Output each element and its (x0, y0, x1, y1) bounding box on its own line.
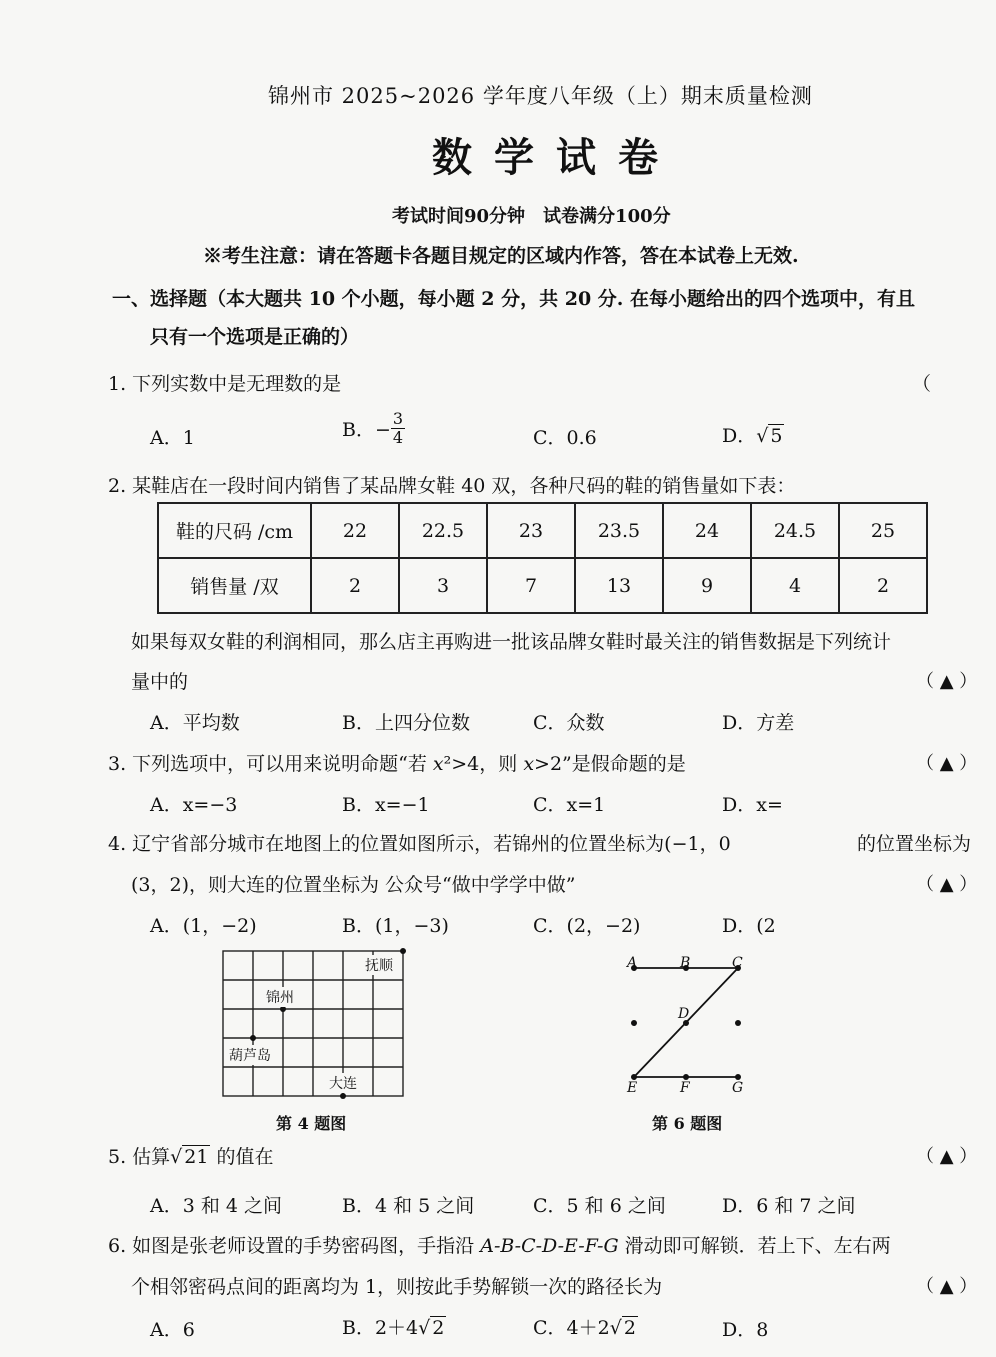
q6-option-c (533, 1313, 638, 1340)
exam-info: 考试时间90分钟 试卷满分100分 (392, 206, 671, 227)
q1-option-d-prefix: D． (722, 425, 757, 447)
question-6-stem-cont: 个相邻密码点间的距离均为 1，则按此手势解锁一次的路径长为 (131, 1276, 663, 1298)
q5-stem-part: 的值在 (210, 1146, 274, 1168)
figure-4-caption: 第 4 题图 (276, 1114, 347, 1133)
question-3-stem (108, 749, 686, 776)
map-label-jinzhou: 锦州 (265, 987, 295, 1007)
city-dot-dalian (340, 1093, 346, 1099)
question-4-stem-cont: (3，2)，则大连的位置坐标为 公众号“做中学学中做” (131, 874, 576, 896)
table-cell: 25 (839, 503, 927, 558)
q6-option-c-radicand: 2 (623, 1317, 636, 1339)
q6-stem-part: 滑动即可解锁．若上下、左右两 (618, 1235, 891, 1257)
q1-option-a: A．1 (150, 427, 195, 449)
map-label-fushun: 抚顺 (364, 955, 394, 975)
point-label-b: B (680, 955, 691, 971)
section-heading-cont: 只有一个选项是正确的） (150, 326, 360, 348)
q5-stem-part: 5. 估算 (108, 1146, 171, 1168)
q6-option-b (342, 1313, 446, 1340)
q5-option-b: B．4 和 5 之间 (342, 1195, 475, 1217)
point-label-f: F (680, 1080, 690, 1096)
table-header-size: 鞋的尺码 /cm (158, 503, 311, 558)
table-cell: 9 (663, 558, 751, 613)
q5-radicand: 21 (184, 1146, 209, 1168)
question-5-stem (108, 1142, 274, 1169)
question-1-stem: 1. 下列实数中是无理数的是 (108, 373, 342, 395)
q2-option-d: D．方差 (722, 712, 795, 734)
sqrt-icon: √ (170, 1146, 183, 1168)
section-heading: 一、选择题（本大题共 10 个小题，每小题 2 分，共 20 分. 在每小题给出的四个选项中，有且 (112, 288, 916, 310)
table-cell: 2 (311, 558, 399, 613)
city-dot-huludao (250, 1035, 256, 1041)
q3-stem-part: >2”是假命题的是 (534, 753, 686, 775)
table-cell: 7 (487, 558, 575, 613)
q6-option-b-prefix: B．2＋4 (342, 1317, 419, 1339)
table-cell: 23 (487, 503, 575, 558)
q1-option-d (722, 421, 784, 448)
page-title: 数学试卷 (432, 134, 680, 181)
q5-option-d: D．6 和 7 之间 (722, 1195, 856, 1217)
q1-option-b-prefix: B．− (342, 419, 391, 441)
table-cell: 3 (399, 558, 487, 613)
answer-blank: （ ▲ ） (916, 1146, 978, 1167)
q6-option-c-prefix: C．4＋2 (533, 1317, 610, 1339)
table-cell: 24.5 (751, 503, 839, 558)
q4-option-c: C．(2，−2) (533, 915, 641, 937)
q3-option-b: B．x=−1 (342, 794, 430, 816)
shoe-sales-table (157, 502, 928, 614)
point-label-c: C (732, 955, 743, 971)
point-label-g: G (732, 1080, 744, 1096)
q3-option-d: D．x= (722, 794, 783, 816)
table-cell: 24 (663, 503, 751, 558)
q4-option-a: A．(1，−2) (150, 915, 257, 937)
q6-option-b-radicand: 2 (432, 1317, 445, 1339)
question-4-stem: 4. 辽宁省部分城市在地图上的位置如图所示，若锦州的位置坐标为(−1，0 (108, 833, 731, 855)
table-row (158, 558, 927, 613)
exam-subtitle: 锦州市 2025~2026 学年度八年级（上）期末质量检测 (268, 84, 813, 108)
variable-x: x (432, 753, 444, 775)
answer-blank: （ ▲ ） (916, 671, 978, 692)
q3-option-c: C．x=1 (533, 794, 606, 816)
question-2-stem: 2. 某鞋店在一段时间内销售了某品牌女鞋 40 双，各种尺码的鞋的销售量如下表： (108, 475, 796, 497)
answer-blank: （ ▲ ） (916, 1276, 978, 1297)
exam-notice: ※考生注意：请在答题卡各题目规定的区域内作答，答在本试卷上无效. (203, 245, 799, 267)
map-label-dalian: 大连 (328, 1073, 358, 1093)
question-4-stem-end: 的位置坐标为 (857, 833, 972, 855)
question-6-stem (108, 1231, 891, 1258)
q1-option-b (342, 410, 405, 447)
fraction-denominator: 4 (392, 428, 404, 447)
question-2-followup-cont: 量中的 (131, 671, 189, 693)
table-cell: 22 (311, 503, 399, 558)
table-row (158, 503, 927, 558)
map-label-huludao: 葫芦岛 (228, 1045, 272, 1065)
sqrt-icon: √ (418, 1317, 431, 1339)
figure-6-caption: 第 6 题图 (652, 1114, 723, 1133)
table-cell: 2 (839, 558, 927, 613)
answer-blank: （ ▲ ） (916, 753, 978, 774)
q1-option-c: C．0.6 (533, 427, 597, 449)
point-label-a: A (627, 955, 638, 971)
sqrt-icon: √ (756, 425, 769, 447)
q4-option-d: D．(2 (722, 915, 776, 937)
fraction (391, 410, 405, 447)
q2-option-c: C．众数 (533, 712, 605, 734)
q4-option-b: B．(1，−3) (342, 915, 449, 937)
q2-option-a: A．平均数 (150, 712, 240, 734)
point-label-e: E (627, 1080, 638, 1096)
q3-stem-part: 3. 下列选项中，可以用来说明命题“若 (108, 753, 433, 775)
q6-path: A-B-C-D-E-F-G (480, 1235, 619, 1257)
table-cell: 13 (575, 558, 663, 613)
sqrt-icon: √ (609, 1317, 622, 1339)
q6-option-a: A．6 (150, 1319, 195, 1341)
question-1-paren: （ (912, 373, 932, 395)
q1-option-d-radicand: 5 (770, 425, 783, 447)
variable-x: x (523, 753, 535, 775)
point-label-d: D (678, 1006, 690, 1022)
table-cell: 22.5 (399, 503, 487, 558)
q5-option-a: A．3 和 4 之间 (150, 1195, 283, 1217)
q3-stem-part: ²>4，则 (443, 753, 524, 775)
question-2-followup: 如果每双女鞋的利润相同，那么店主再购进一批该品牌女鞋时最关注的销售数据是下列统计 (131, 631, 892, 653)
q6-option-d: D．8 (722, 1319, 769, 1341)
q6-stem-part: 6. 如图是张老师设置的手势密码图，手指沿 (108, 1235, 481, 1257)
city-dot-fushun (400, 948, 406, 954)
q3-option-a: A．x=−3 (150, 794, 238, 816)
fraction-numerator: 3 (392, 409, 404, 428)
q5-option-c: C．5 和 6 之间 (533, 1195, 666, 1217)
table-header-sales: 销售量 /双 (158, 558, 311, 613)
q2-option-b: B．上四分位数 (342, 712, 470, 734)
table-cell: 4 (751, 558, 839, 613)
answer-blank: （ ▲ ） (916, 874, 978, 895)
table-cell: 23.5 (575, 503, 663, 558)
